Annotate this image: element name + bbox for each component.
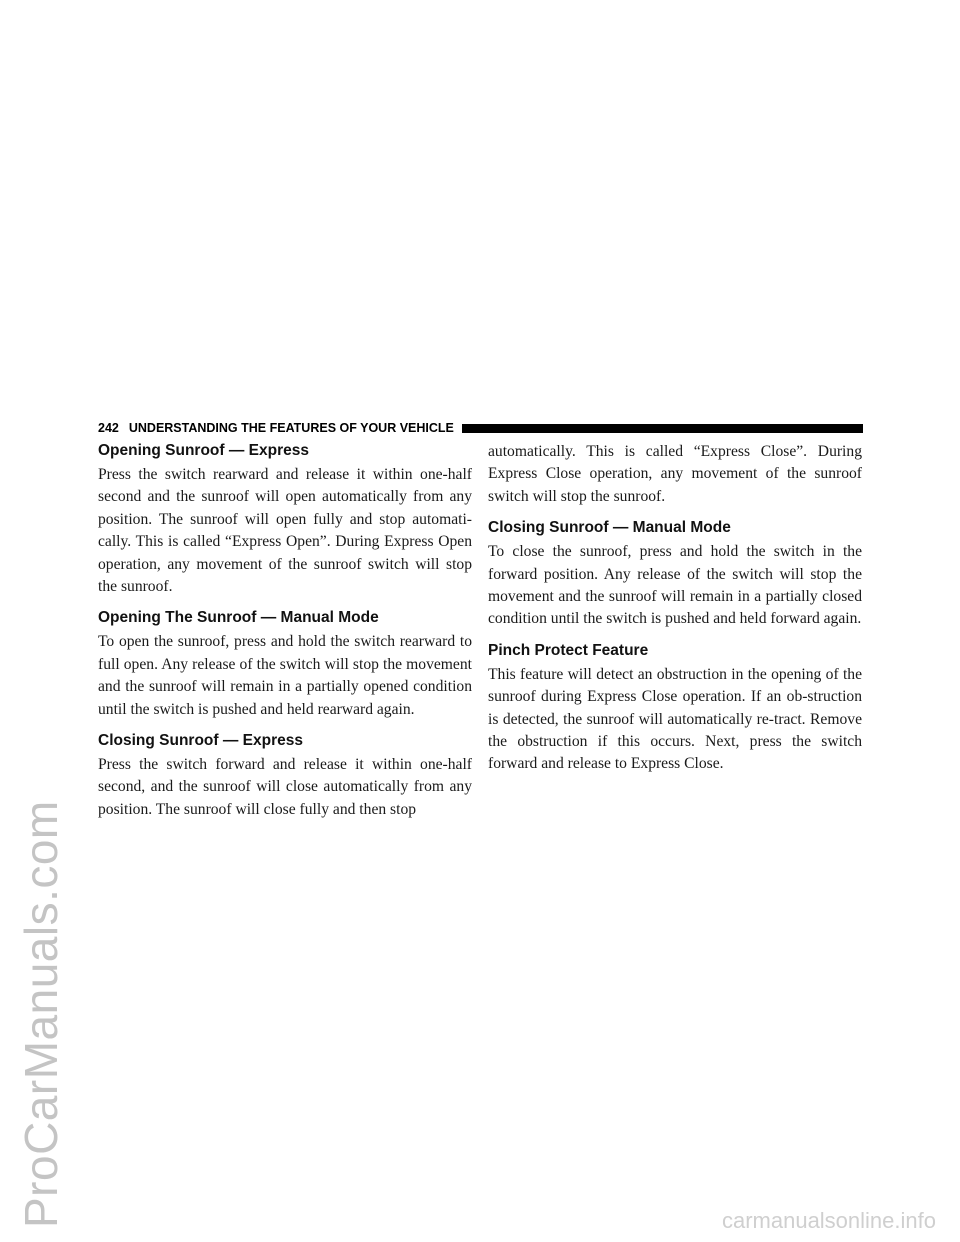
right-column xyxy=(488,441,862,786)
heading-opening-manual: Opening The Sunroof — Manual Mode xyxy=(98,609,379,627)
heading-closing-express: Closing Sunroof — Express xyxy=(98,732,303,750)
watermark-carmanualsonline: carmanualsonline.info xyxy=(721,1208,936,1233)
heading-closing-manual: Closing Sunroof — Manual Mode xyxy=(488,519,731,537)
header-rule xyxy=(462,424,863,433)
section-title: UNDERSTANDING THE FEATURES OF YOUR VEHICLE xyxy=(128,421,454,435)
body-opening-express: Press the switch rearward and release it within one-half second and the sunroof will open automatically from any position. The sunroof will open fully and stop automati-cally. This is called “Express Open”. During Express Open operation, any movement of the sunroof switch will stop the sunroof. xyxy=(98,466,472,596)
heading-pinch-protect: Pinch Protect Feature xyxy=(488,641,649,659)
heading-opening-express: Opening Sunroof — Express xyxy=(98,442,309,459)
body-pinch-protect: This feature will detect an obstruction in the opening of the sunroof during Express Close operation. If an ob-struction is detected, the sunroof will automatically re-tract. Remove the obstruction if this occurs. Next, press the switch forward and release to Express Close. xyxy=(488,665,862,773)
body-closing-manual: To close the sunroof, press and hold the switch in the forward position. Any release of the switch will stop the movement and the sunroof will remain in a partially closed condition until the switch is pushed and held forward again. xyxy=(488,543,862,628)
page-header xyxy=(98,418,863,438)
body-closing-express: Press the switch forward and release it within one-half second, and the sunroof will close automatically from any position. The sunroof will close fully and then stop xyxy=(98,756,472,818)
body-closing-express-continued: automatically. This is called “Express Close”. During Express Close operation, any movement of the sunroof switch will stop the sunroof. xyxy=(488,443,862,505)
left-column xyxy=(98,441,472,831)
body-opening-manual: To open the sunroof, press and hold the switch rearward to full open. Any release of the switch will stop the movement and the sunroof will remain in a partially opened condition until the switch is pushed and held rearward again. xyxy=(98,633,472,718)
watermark-procarmanuals: ProCarManuals.com xyxy=(15,800,67,1228)
page-number: 242 xyxy=(98,421,119,435)
